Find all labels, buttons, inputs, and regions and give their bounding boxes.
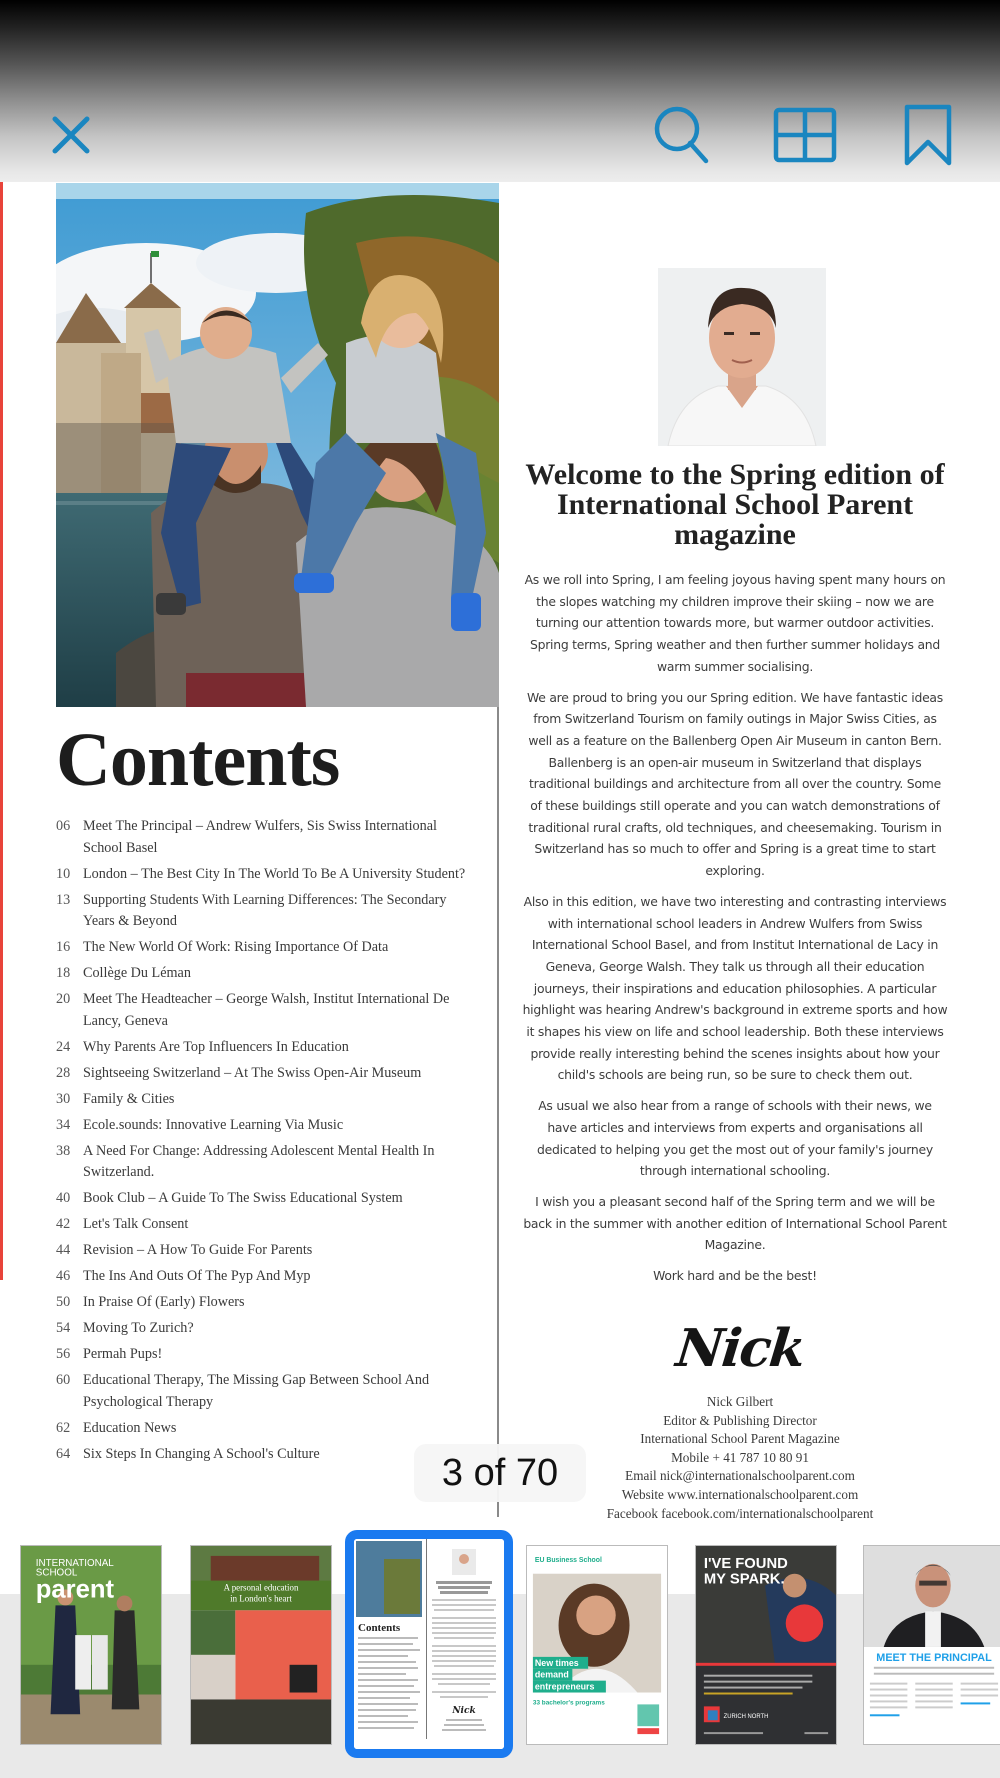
svg-text:33 bachelor's programs: 33 bachelor's programs bbox=[532, 1699, 605, 1707]
bookmark-icon bbox=[903, 104, 953, 166]
toc-item[interactable] bbox=[56, 1037, 466, 1059]
toc-page-number: 42 bbox=[56, 1216, 71, 1232]
search-icon bbox=[650, 103, 714, 167]
svg-text:parent: parent bbox=[35, 1575, 115, 1604]
toc-title: Family & Cities bbox=[83, 1090, 175, 1107]
previous-page-edge bbox=[0, 180, 3, 1280]
editor-role: Editor & Publishing Director bbox=[663, 1412, 817, 1428]
column-divider bbox=[497, 707, 499, 1517]
close-icon bbox=[49, 113, 93, 157]
thumb-1-title-line: INTERNATIONAL bbox=[35, 1557, 114, 1569]
letter-paragraph: As usual we also hear from a range of schools with their news, we have articles and interviews from experts and organisations all dedicated to helping you get the most out of your family's journey through international schooling. bbox=[537, 1098, 933, 1179]
toc-page-number: 40 bbox=[56, 1190, 71, 1206]
toc-item[interactable] bbox=[56, 1344, 466, 1366]
thumbnail-page-4[interactable] bbox=[526, 1545, 668, 1745]
thumbnail-page-6[interactable] bbox=[863, 1545, 1000, 1745]
letter-closing: Work hard and be the best! bbox=[653, 1268, 817, 1284]
toc-title: Six Steps In Changing A School's Culture bbox=[83, 1445, 320, 1462]
toc-title: Book Club – A Guide To The Swiss Educational System bbox=[83, 1190, 403, 1206]
grid-icon bbox=[773, 107, 837, 163]
toc-title: London – The Best City In The World To Be A University Student? bbox=[83, 865, 466, 882]
toc-item[interactable] bbox=[56, 989, 466, 1032]
editor-website[interactable]: Website www.internationalschoolparent.com bbox=[621, 1486, 859, 1502]
toc-page-number: 24 bbox=[56, 1038, 71, 1055]
toc-title: Permah Pups! bbox=[83, 1346, 163, 1362]
toc-item[interactable] bbox=[56, 1115, 466, 1137]
toc-page-number: 46 bbox=[56, 1268, 71, 1284]
toc-item[interactable] bbox=[56, 1240, 466, 1262]
toc-page-number: 38 bbox=[56, 1142, 71, 1159]
thumbnail-page-5[interactable] bbox=[695, 1545, 837, 1745]
toc-title: In Praise Of (Early) Flowers bbox=[83, 1294, 245, 1310]
toc-title: The Ins And Outs Of The Pyp And Myp bbox=[83, 1268, 311, 1284]
editor-email[interactable]: Email nick@internationalschoolparent.com bbox=[625, 1468, 855, 1484]
toc-title: Why Parents Are Top Influencers In Education bbox=[83, 1038, 349, 1055]
letter-paragraph: I wish you a pleasant second half of the Spring term and we will be back in the summer with another edition of International School Parent Magazine. bbox=[523, 1193, 947, 1253]
svg-text:in London's heart: in London's heart bbox=[230, 1593, 292, 1604]
letter-paragraph: As we roll into Spring, I am feeling joyous having spent many hours on the slopes watching my children improve their skiing – now we are turning our attention towards more, but warmer outdoor activities. Spring terms, Spring weather and then further summer holidays and warm summer socialising. bbox=[524, 572, 946, 674]
toc-item[interactable] bbox=[56, 963, 466, 985]
welcome-heading: Welcome to the Spring edition of International School Parent magazine bbox=[525, 458, 945, 551]
letter-paragraph: We are proud to bring you our Spring edition. We have fantastic ideas from Switzerland Tourism on family outings in Major Swiss Cities, as well as a feature on the Ballenberg Open Air Museum in canton Bern. Ballenberg is an open-air museum in Switzerland that displays traditional buildings and architecture from all over the country. Some of these buildings still operate and you can watch demonstrations of traditional rural crafts, old techniques, and cheesemaking. Tourism in Switzerland has so much to offer and Spring is a great time to start exploring. bbox=[527, 689, 943, 879]
toc-item[interactable] bbox=[56, 1370, 466, 1413]
svg-text:ZURICH NORTH: ZURICH NORTH bbox=[723, 1714, 769, 1721]
svg-text:SCHOOL: SCHOOL bbox=[35, 1567, 78, 1579]
svg-text:Nick: Nick bbox=[452, 1706, 476, 1716]
svg-text:I'VE FOUND: I'VE FOUND bbox=[703, 1555, 788, 1572]
bookmark-button[interactable] bbox=[893, 100, 963, 170]
family-castle-photo bbox=[56, 183, 499, 707]
toc-item[interactable] bbox=[56, 1266, 466, 1288]
svg-text:Contents: Contents bbox=[358, 1622, 401, 1634]
thumbnail-page-2[interactable] bbox=[190, 1545, 332, 1745]
toc-title: Revision – A How To Guide For Parents bbox=[83, 1242, 313, 1258]
toc-title: The New World Of Work: Rising Importance Of Data bbox=[83, 939, 389, 955]
page-grid-button[interactable] bbox=[770, 100, 840, 170]
toc-page-number: 30 bbox=[56, 1090, 71, 1107]
toc-title: Moving To Zurich? bbox=[83, 1320, 194, 1336]
editor-headshot bbox=[658, 268, 826, 446]
toc-item[interactable] bbox=[56, 1188, 466, 1210]
toc-title: Education News bbox=[83, 1419, 177, 1436]
toc-page-number: 10 bbox=[56, 865, 71, 882]
toc-page-number: 44 bbox=[56, 1242, 71, 1258]
toc-page-number: 06 bbox=[56, 818, 71, 834]
toc-title: Educational Therapy, The Missing Gap Between School And Psychological Therapy bbox=[83, 1372, 430, 1410]
toc-page-number: 18 bbox=[56, 965, 71, 981]
toc-item[interactable] bbox=[56, 1444, 466, 1466]
toc-page-number: 34 bbox=[56, 1116, 71, 1133]
toc-page-number: 64 bbox=[56, 1445, 71, 1462]
toc-item[interactable] bbox=[56, 937, 466, 959]
toc-page-number: 16 bbox=[56, 939, 71, 955]
editor-name: Nick Gilbert bbox=[706, 1394, 774, 1409]
svg-text:A personal education: A personal education bbox=[223, 1582, 299, 1593]
toc-title: Meet The Principal – Andrew Wulfers, Sis Swiss International School Basel bbox=[83, 818, 437, 856]
toc-title: Meet The Headteacher – George Walsh, Institut International De Lancy, Geneva bbox=[83, 991, 450, 1029]
toc-item[interactable] bbox=[56, 1318, 466, 1340]
toc-title: A Need For Change: Addressing Adolescent Mental Health In Switzerland. bbox=[83, 1142, 435, 1180]
editor-facebook[interactable]: Facebook facebook.com/internationalschoolparent bbox=[606, 1505, 874, 1521]
toc-item[interactable] bbox=[56, 1292, 466, 1314]
svg-text:entrepreneurs: entrepreneurs bbox=[534, 1681, 595, 1692]
close-button[interactable] bbox=[36, 100, 106, 170]
toc-item[interactable] bbox=[56, 1214, 466, 1236]
toc-page-number: 50 bbox=[56, 1294, 71, 1310]
toc-page-number: 20 bbox=[56, 991, 71, 1007]
publication-name: International School Parent Magazine bbox=[640, 1431, 840, 1447]
reader-toolbar bbox=[0, 0, 1000, 182]
handwritten-signature: Nick bbox=[673, 1318, 807, 1379]
contents-heading: Contents bbox=[56, 718, 340, 802]
svg-text:demand: demand bbox=[534, 1669, 569, 1680]
page-counter: 3 of 70 bbox=[414, 1444, 586, 1502]
toc-item[interactable] bbox=[56, 816, 466, 859]
table-of-contents bbox=[56, 816, 466, 1470]
toc-item[interactable] bbox=[56, 1063, 466, 1085]
thumbnail-page-3-selected[interactable] bbox=[345, 1530, 513, 1758]
svg-text:MY SPARK.: MY SPARK. bbox=[703, 1571, 785, 1588]
svg-text:New times: New times bbox=[534, 1657, 579, 1668]
toc-page-number: 54 bbox=[56, 1320, 71, 1336]
svg-text:EU Business School: EU Business School bbox=[534, 1556, 602, 1564]
toc-page-number: 28 bbox=[56, 1064, 71, 1081]
editor-letter bbox=[522, 569, 948, 1296]
toc-item[interactable] bbox=[56, 890, 466, 933]
toc-title: Let's Talk Consent bbox=[83, 1216, 189, 1232]
toc-item[interactable] bbox=[56, 1418, 466, 1440]
toc-item[interactable] bbox=[56, 864, 466, 886]
search-button[interactable] bbox=[647, 100, 717, 170]
letter-paragraph: Also in this edition, we have two interesting and contrasting interviews with international school leaders in Andrew Wulfers from Swiss International School Basel, and from Institut International de Lacy in Geneva, George Walsh. They talk us through all their education journeys, their inspirations and education philosophies. A particular highlight was hearing Andrew's background in extreme sports and how it shapes his view on life and school leadership. Both these interviews provide really interesting behind the scenes insights about how your child's schools are being run, so be sure to check them out. bbox=[522, 893, 948, 1083]
editor-mobile: Mobile + 41 787 10 80 91 bbox=[671, 1449, 809, 1465]
toc-title: Ecole.sounds: Innovative Learning Via Music bbox=[83, 1116, 344, 1133]
toc-title: Sightseeing Switzerland – At The Swiss Open-Air Museum bbox=[83, 1064, 422, 1081]
editor-contact-block bbox=[560, 1393, 920, 1523]
toc-item[interactable] bbox=[56, 1089, 466, 1111]
toc-title: Supporting Students With Learning Differences: The Secondary Years & Beyond bbox=[83, 891, 447, 929]
toc-page-number: 56 bbox=[56, 1346, 71, 1362]
toc-page-number: 60 bbox=[56, 1372, 71, 1388]
toc-page-number: 62 bbox=[56, 1419, 71, 1436]
page-thumbnail-strip[interactable] bbox=[0, 1520, 1000, 1778]
toc-page-number: 13 bbox=[56, 891, 71, 908]
svg-text:MEET THE PRINCIPAL: MEET THE PRINCIPAL bbox=[876, 1651, 992, 1664]
thumbnail-page-1[interactable] bbox=[20, 1545, 162, 1745]
toc-item[interactable] bbox=[56, 1141, 466, 1184]
toc-title: Collège Du Léman bbox=[83, 965, 191, 981]
